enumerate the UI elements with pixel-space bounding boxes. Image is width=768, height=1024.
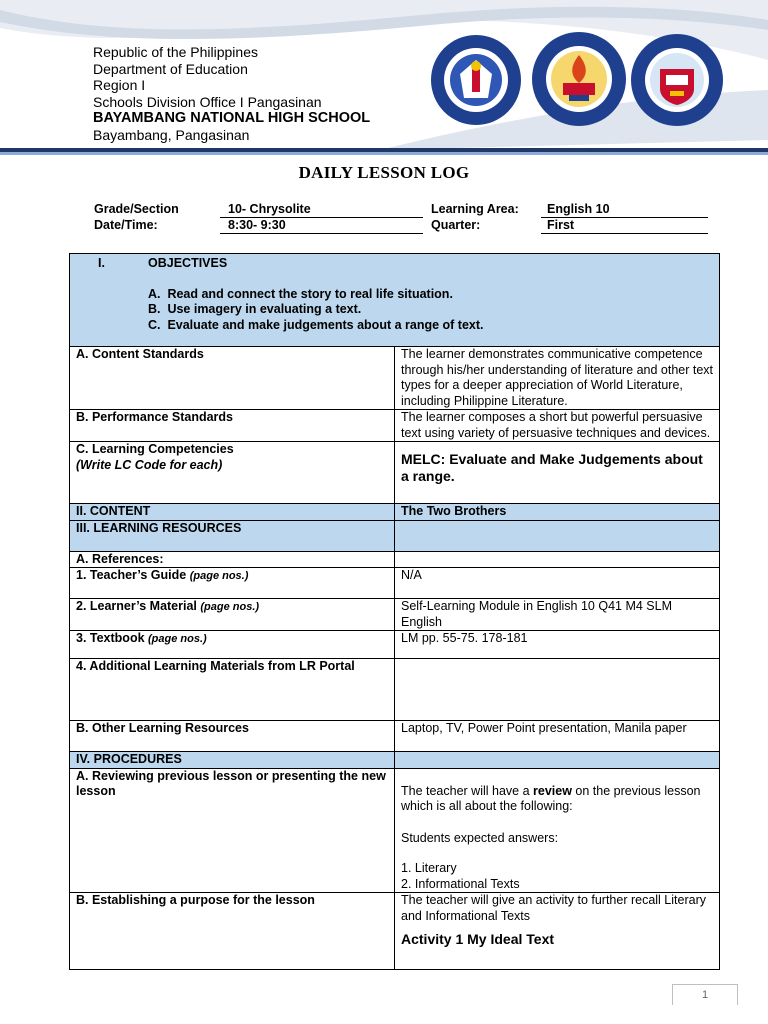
lc-label-text: C. Learning Competencies [76,442,234,456]
tb-label-text: 3. Textbook [76,631,145,645]
quarter-value: First [541,217,708,234]
table-row [70,551,720,568]
lm-label-text: 2. Learner’s Material [76,599,197,613]
references-value [395,551,720,568]
objective-item: A. Read and connect the story to real life situation. [148,286,453,301]
objectives-heading: OBJECTIVES [148,256,228,270]
performance-standards-value: The learner composes a short but powerful persuasive text using variety of persuasive techniques and devices. [395,410,720,442]
document-header [0,0,768,160]
table-row [70,410,720,442]
performance-standards-label: B. Performance Standards [70,410,395,442]
purpose-value [395,893,720,970]
table-row [70,442,720,504]
reviewing-label: A. Reviewing previous lesson or presenting the new lesson [70,768,395,893]
header-line: Republic of the Philippines [93,44,258,60]
learning-competencies-label [70,442,395,504]
additional-materials-value [395,659,720,721]
table-row [70,659,720,721]
objective-item: B. Use imagery in evaluating a text. [148,302,362,316]
learning-competencies-value [395,442,720,504]
review-text [401,784,713,815]
learning-resources-label: III. LEARNING RESOURCES [70,520,395,551]
table-row [70,520,720,551]
content-standards-label: A. Content Standards [70,347,395,410]
activity-title: Activity 1 My Ideal Text [401,931,555,947]
area-label: Learning Area: [431,202,519,216]
purpose-label: B. Establishing a purpose for the lesson [70,893,395,970]
review-post: on the previous lesson which is all about the following: [401,783,701,813]
procedures-value [395,752,720,769]
table-row [70,347,720,410]
area-value: English 10 [541,201,708,218]
content-label: II. CONTENT [70,504,395,521]
melc-text: MELC: Evaluate and Make Judgements about a range. [401,451,703,484]
review-pre: The teacher will have a [401,783,534,798]
date-label: Date/Time: [94,218,158,232]
textbook-label [70,631,395,659]
table-row [70,504,720,521]
header-line: Department of Education [93,60,248,77]
teachers-guide-value: N/A [395,568,720,599]
table-row [70,893,720,970]
objectives-number: I. [98,256,105,270]
table-row [70,599,720,631]
learning-resources-value [395,520,720,551]
quarter-label: Quarter: [431,218,481,232]
other-resources-label: B. Other Learning Resources [70,721,395,752]
page-number: 1 [672,984,738,1005]
objectives-row [70,254,720,347]
content-standards-value: The learner demonstrates communicative competence through his/her understanding of literature and other text types for a deeper appreciation of World Literature, including Philippine Literature. [395,347,720,410]
objectives-cell [70,254,720,347]
date-value: 8:30- 9:30 [220,217,423,234]
purpose-text: The teacher will give an activity to further recall Literary and Informational Texts [401,893,706,923]
table-row [70,568,720,599]
school-location: Bayambang, Pangasinan [93,126,250,143]
table-row [70,752,720,769]
textbook-value: LM pp. 55-75. 178-181 [395,631,720,659]
header-line: Region I [93,77,146,93]
grade-value: 10- Chrysolite [220,201,423,218]
teachers-guide-label [70,568,395,599]
learners-material-value: Self-Learning Module in English 10 Q41 M4 SLM English [395,599,720,631]
tg-note: (page nos.) [189,570,249,582]
tg-label-text: 1. Teacher’s Guide [76,568,187,582]
sdo-seal-icon [531,31,627,127]
school-name: BAYAMBANG NATIONAL HIGH SCHOOL [93,110,371,126]
table-row [70,721,720,752]
header-text [93,44,370,143]
review-answer: 1. Literary [401,861,457,875]
other-resources-value: Laptop, TV, Power Point presentation, Manila paper [395,721,720,752]
grade-label: Grade/Section [94,202,179,216]
lc-note: (Write LC Code for each) [76,457,223,472]
procedures-label: IV. PROCEDURES [70,752,395,769]
additional-materials-label: 4. Additional Learning Materials from LR Portal [70,659,395,721]
table-row [70,768,720,893]
review-expected: Students expected answers: [401,830,559,845]
learners-material-label [70,599,395,631]
lm-note: (page nos.) [200,601,260,613]
review-answer: 2. Informational Texts [401,876,520,891]
references-label: A. References: [70,551,395,568]
header-line: Schools Division Office I Pangasinan [93,93,322,110]
lesson-log-table [69,253,720,970]
tb-note: (page nos.) [148,633,207,645]
bnhs-seal-icon [630,33,724,127]
objective-item: C. Evaluate and make judgements about a range of text. [148,317,484,332]
deped-seal-icon [430,34,522,126]
page-title: DAILY LESSON LOG [298,163,470,182]
reviewing-value [395,768,720,893]
content-value: The Two Brothers [395,504,720,521]
table-row [70,631,720,659]
review-bold: review [533,783,572,798]
